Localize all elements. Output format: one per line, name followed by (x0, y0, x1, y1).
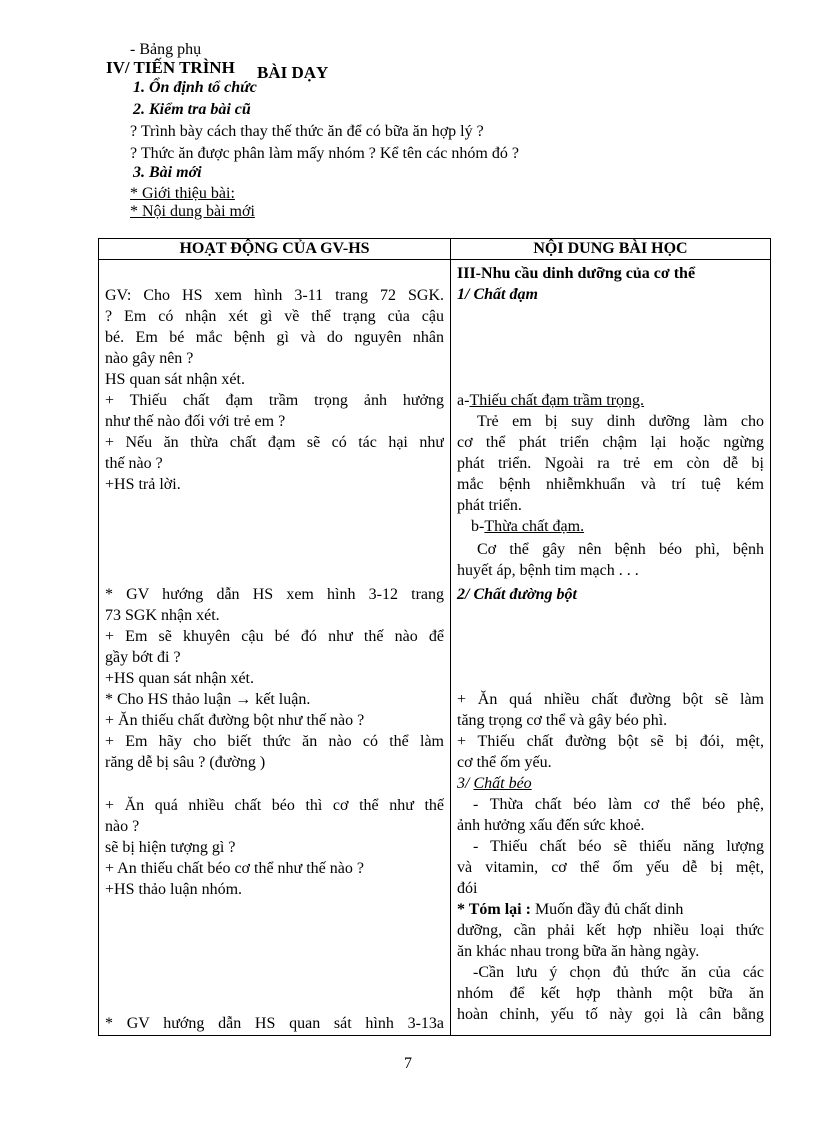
right-prefix: a- (457, 392, 470, 409)
step-2-heading: 2. Kiểm tra bài cũ (133, 101, 251, 118)
left-line: nào gây nên ? (105, 350, 194, 367)
left-line: thế nào ? (105, 455, 163, 472)
right-subheading: Thiếu chất đạm trầm trọng. (469, 392, 645, 409)
step-1-heading: 1. Ổn định tổ chức (133, 79, 257, 96)
left-line: + Thiếu chất đạm trầm trọng ảnh hưởng (105, 392, 444, 409)
right-line: Trẻ em bị suy dinh dưỡng làm cho (477, 413, 764, 430)
right-line: 2/ Chất đường bột (457, 586, 577, 603)
column-header-content: NỘI DUNG BÀI HỌC (451, 239, 771, 260)
question-2: ? Thức ăn được phân làm mấy nhóm ? Kể tên các nhóm đó ? (130, 145, 519, 162)
content-cell (451, 260, 771, 1036)
right-prefix: b- (471, 518, 485, 535)
right-line: ảnh hưởng xấu đến sức khoẻ. (457, 817, 645, 834)
column-header-activities: HOẠT ĐỘNG CỦA GV-HS (99, 239, 451, 260)
right-line: phát triển. Ngoài ra trẻ em còn dễ bị (457, 455, 764, 472)
right-line: và vitamin, cơ thể ốm yếu dễ bị mệt, (457, 859, 764, 876)
left-line: + Ăn quá nhiều chất béo thì cơ thể như thế (105, 797, 444, 814)
right-line: -Cần lưu ý chọn đủ thức ăn của các (473, 964, 764, 981)
right-line: mắc bệnh nhiễmkhuẩn và trí tuệ kém (457, 476, 764, 493)
content-line: * Nội dung bài mới (130, 203, 255, 220)
left-line: + Em hãy cho biết thức ăn nào có thể làm (105, 733, 444, 750)
right-line (457, 391, 764, 411)
left-line: gầy bớt đi ? (105, 649, 181, 666)
left-line: * Cho HS thảo luận → kết luận. (105, 691, 311, 708)
left-line: + An thiếu chất béo cơ thể như thế nào ? (105, 860, 364, 877)
left-line: sẽ bị hiện tượng gì ? (105, 839, 236, 856)
left-line: răng dễ bị sâu ? (đường ) (105, 754, 266, 771)
right-prefix: 3/ (457, 775, 474, 792)
left-line: HS quan sát nhận xét. (105, 371, 245, 388)
left-line: * GV hướng dẫn HS quan sát hình 3-13a (105, 1015, 444, 1032)
left-line: +HS thảo luận nhóm. (105, 881, 243, 898)
right-line: + Ăn quá nhiều chất đường bột sẽ làm (457, 691, 764, 708)
left-line: 73 SGK nhận xét. (105, 607, 220, 624)
right-subheading: Chất béo (473, 775, 532, 792)
section-title-b: BÀI DẠY (257, 63, 329, 82)
left-line: * GV hướng dẫn HS xem hình 3-12 trang (105, 586, 444, 603)
right-line: hoàn chỉnh, yếu tố này gọi là cân bằng (457, 1006, 764, 1023)
activities-cell (99, 260, 451, 1036)
right-line (457, 900, 764, 920)
section-title-a: IV/ TIẾN TRÌNH (106, 58, 235, 77)
right-line: cơ thể phát triển chậm lại hoặc ngừng (457, 434, 764, 451)
right-line: Cơ thể gây nên bệnh béo phì, bệnh (477, 541, 764, 558)
lesson-table (98, 238, 771, 1036)
left-line: như thế nào đối với trẻ em ? (105, 413, 286, 430)
right-line: - Thiếu chất béo sẽ thiếu năng lượng (473, 838, 764, 855)
right-summary-text: Muốn đầy đủ chất dinh (530, 901, 684, 918)
left-line: nào ? (105, 818, 140, 835)
right-line: - Thừa chất béo làm cơ thể béo phệ, (473, 796, 764, 813)
left-line: bé. Em bé mắc bệnh gì và do nguyên nhân (105, 329, 444, 346)
right-line: + Thiếu chất đường bột sẽ bị đói, mệt, (457, 733, 764, 750)
left-line: +HS quan sát nhận xét. (105, 670, 254, 687)
left-line: + Nếu ăn thừa chất đạm sẽ có tác hại như (105, 434, 444, 451)
right-subheading: Thừa chất đạm. (484, 518, 585, 535)
right-line (471, 517, 764, 537)
right-line: phát triển. (457, 497, 522, 514)
right-line: đói (457, 880, 478, 897)
right-line: ăn khác nhau trong bữa ăn hàng ngày. (457, 943, 700, 960)
intro-line: * Giới thiệu bài: (130, 185, 235, 202)
step-3-heading: 3. Bài mới (133, 164, 202, 181)
right-line: tăng trọng cơ thể và gây béo phì. (457, 712, 668, 729)
left-line: +HS trả lời. (105, 476, 181, 493)
right-line: III-Nhu cầu dinh dưỡng của cơ thể (457, 265, 696, 282)
page-number: 7 (404, 1055, 412, 1072)
right-line (457, 774, 764, 794)
left-line: + Em sẽ khuyên cậu bé đó như thế nào để (105, 628, 444, 645)
right-line: nhóm để kết hợp thành một bữa ăn (457, 985, 764, 1002)
right-line: cơ thể ốm yếu. (457, 754, 552, 771)
left-line: GV: Cho HS xem hình 3-11 trang 72 SGK. (105, 287, 444, 304)
right-line: huyết áp, bệnh tim mạch . . . (457, 562, 639, 579)
right-summary-label: * Tóm lại : (457, 901, 531, 918)
question-1: ? Trình bày cách thay thế thức ăn để có bữa ăn hợp lý ? (130, 123, 484, 140)
bang-phu-line: - Bảng phụ (130, 41, 202, 58)
right-line: dưỡng, cần phải kết hợp nhiều loại thức (457, 922, 764, 939)
left-line: ? Em có nhận xét gì về thể trạng của cậu (105, 308, 444, 325)
right-line: 1/ Chất đạm (457, 286, 538, 303)
left-line: + Ăn thiếu chất đường bột như thế nào ? (105, 712, 365, 729)
